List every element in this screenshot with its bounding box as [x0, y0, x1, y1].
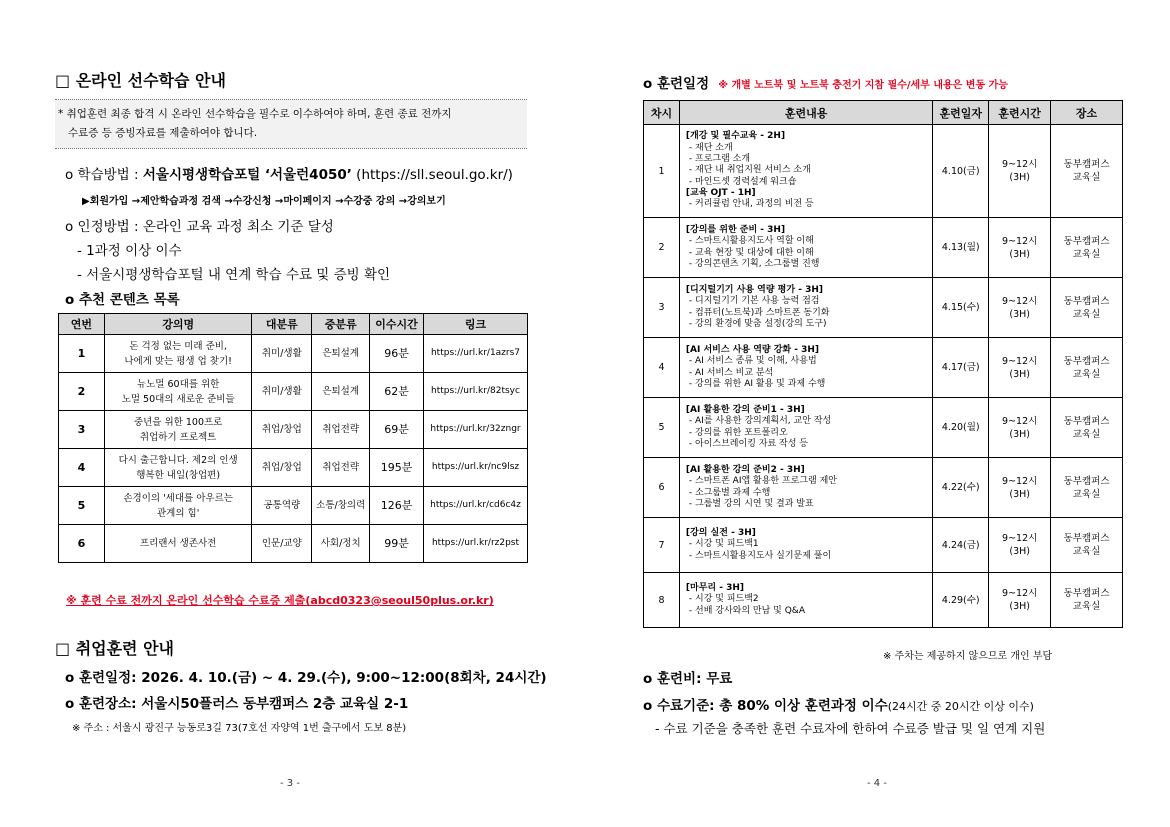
training-place: o 훈련장소: 서울시50플러스 동부캠퍼스 2층 교육실 2-1	[65, 696, 409, 712]
schedule-table-header	[644, 101, 1123, 125]
course-subcategory: 취업전략	[312, 411, 370, 449]
session-place-room: 교육실	[1072, 308, 1101, 320]
session-place-campus: 동부캠퍼스	[1063, 588, 1110, 599]
course-header-cell: 연번	[59, 314, 105, 335]
course-link[interactable]: https://url.kr/rz2pst	[424, 525, 528, 563]
session-place-campus: 동부캠퍼스	[1063, 159, 1110, 170]
learning-method-label: o 학습방법 :	[65, 167, 143, 183]
session-place-room: 교육실	[1072, 601, 1101, 612]
session-time	[989, 125, 1051, 218]
session-content	[679, 518, 932, 573]
session-number: 7	[644, 518, 680, 573]
schedule-row	[644, 338, 1123, 398]
course-number: 4	[59, 449, 105, 487]
portal-url[interactable]: (https://sll.seoul.go.kr/)	[351, 167, 513, 183]
schedule-table-body	[644, 125, 1123, 628]
course-header-cell: 링크	[424, 314, 528, 335]
notice-box	[55, 99, 527, 149]
certification-item-1: - 1과정 이상 이수	[77, 243, 182, 259]
schedule-title: o 훈련일정	[643, 76, 710, 92]
course-title-line-1: 뉴노멀 60대를 위한	[136, 378, 220, 390]
session-place	[1051, 398, 1123, 458]
session-place-room: 교육실	[1072, 488, 1101, 500]
course-category: 취업/창업	[252, 449, 312, 487]
schedule-row	[644, 278, 1123, 338]
course-title-line-2: 취업하기 프로젝트	[139, 431, 217, 443]
session-topic: [마무리 - 3H]	[685, 583, 745, 594]
course-title	[104, 411, 252, 449]
course-title-line-1: 중년을 위한 100프로	[133, 416, 223, 428]
schedule-header-cell: 훈련일자	[933, 101, 989, 125]
session-time-range: 9~12시	[1002, 235, 1038, 247]
session-place-campus: 동부캠퍼스	[1063, 355, 1110, 367]
session-place	[1051, 518, 1123, 573]
session-item: - 재단 내 취업지원 서비스 소개	[688, 165, 811, 176]
course-row	[59, 487, 528, 525]
course-number: 6	[59, 525, 105, 563]
course-subcategory: 소통/창의력	[312, 487, 370, 525]
course-link[interactable]: https://url.kr/1azrs7	[424, 335, 528, 373]
session-time	[989, 278, 1051, 338]
session-topic: [강의 실전 - 3H]	[685, 528, 756, 539]
session-date: 4.17(금)	[933, 338, 989, 398]
course-link[interactable]: https://url.kr/32zngr	[424, 411, 528, 449]
parking-note: ※ 주차는 제공하지 않으므로 개인 부담	[883, 651, 1053, 662]
session-content	[679, 338, 932, 398]
training-fee: o 훈련비: 무료	[643, 671, 733, 687]
schedule-header-cell: 차시	[644, 101, 680, 125]
session-item: - 스마트폰 AI앱 활용한 프로그램 제안	[688, 476, 838, 487]
completion-criteria	[643, 694, 1034, 714]
schedule-header-cell: 장소	[1051, 101, 1123, 125]
course-subcategory: 은퇴설계	[312, 373, 370, 411]
session-date: 4.13(월)	[933, 218, 989, 278]
schedule-row	[644, 398, 1123, 458]
session-item: - 소그룹별 과제 수행	[688, 487, 771, 498]
session-time	[989, 398, 1051, 458]
completion-criteria-note: - 수료 기준을 충족한 훈련 수료자에 한하여 수료증 발급 및 일 연계 지원	[655, 721, 1046, 736]
session-time-range: 9~12시	[1002, 355, 1038, 367]
session-time	[989, 518, 1051, 573]
course-title-line-2: 행복한 내일(창업편)	[136, 469, 221, 481]
session-item: - 컴퓨터(노트북)과 스마트폰 동기화	[688, 307, 830, 318]
schedule-table	[643, 100, 1123, 628]
course-table-body	[59, 335, 528, 563]
course-header-cell: 이수시간	[370, 314, 424, 335]
session-place	[1051, 338, 1123, 398]
session-topic: [개강 및 필수교육 - 2H]	[685, 131, 786, 142]
session-time-hours: (3H)	[1009, 172, 1030, 183]
schedule-title-note: ※ 개별 노트북 및 노트북 충전기 지참 필수/세부 내용은 변동 가능	[718, 80, 1008, 91]
course-number: 3	[59, 411, 105, 449]
session-item: - 프로그램 소개	[688, 154, 751, 165]
session-number: 4	[644, 338, 680, 398]
session-item: - 선배 강사와의 만남 및 Q&A	[688, 605, 805, 616]
course-link[interactable]: https://url.kr/82tsyc	[424, 373, 528, 411]
session-place-room: 교육실	[1072, 248, 1101, 260]
session-number: 3	[644, 278, 680, 338]
session-place-campus: 동부캠퍼스	[1063, 415, 1110, 427]
session-time-hours: (3H)	[1009, 546, 1030, 557]
course-title-line-2: 노멀 50대의 새로운 준비들	[121, 393, 235, 405]
session-place-campus: 동부캠퍼스	[1063, 235, 1110, 247]
session-date: 4.15(수)	[933, 278, 989, 338]
course-hours: 99분	[370, 525, 424, 563]
course-subcategory: 은퇴설계	[312, 335, 370, 373]
session-item: - AI를 사용한 강의계획서, 교안 작성	[688, 416, 832, 427]
course-header-cell: 대분류	[252, 314, 312, 335]
course-table-header	[59, 314, 528, 335]
training-address: ※ 주소 : 서울시 광진구 능동로3길 73(7호선 자양역 1번 출구에서 도보 8분)	[72, 723, 407, 734]
course-title-line-2: 나에게 맞는 평생 업 찾기!	[124, 355, 232, 367]
session-time-hours: (3H)	[1009, 428, 1030, 440]
notice-line-2: 수료증 등 증빙자료를 제출하여야 합니다.	[68, 127, 258, 139]
session-time-range: 9~12시	[1002, 475, 1038, 487]
learning-method	[65, 163, 513, 183]
session-time	[989, 338, 1051, 398]
session-time-hours: (3H)	[1009, 308, 1030, 320]
session-item: - AI 서비스 종류 및 이해, 사용법	[688, 356, 817, 367]
session-time-hours: (3H)	[1009, 368, 1030, 380]
session-date: 4.24(금)	[933, 518, 989, 573]
page-number: - 4 -	[867, 778, 887, 789]
session-item: - 디지털기기 기본 사용 능력 점검	[688, 296, 820, 307]
schedule-row	[644, 458, 1123, 518]
session-content	[679, 398, 932, 458]
session-time-range: 9~12시	[1002, 415, 1038, 427]
session-item: - 시강 및 피드백1	[688, 539, 759, 550]
course-title-line-1: 돈 걱정 없는 미래 준비,	[129, 340, 227, 352]
session-date: 4.10(금)	[933, 125, 989, 218]
schedule-row	[644, 218, 1123, 278]
session-date: 4.29(수)	[933, 573, 989, 628]
course-title-line-2: 관계의 힘'	[156, 507, 200, 519]
course-number: 2	[59, 373, 105, 411]
course-category: 취업/창업	[252, 411, 312, 449]
session-place-campus: 동부캠퍼스	[1063, 295, 1110, 307]
course-hours: 96분	[370, 335, 424, 373]
session-number: 1	[644, 125, 680, 218]
page-4	[585, 0, 1170, 827]
session-number: 5	[644, 398, 680, 458]
session-item: - 강의를 위한 포트폴리오	[688, 427, 788, 438]
session-place-room: 교육실	[1072, 172, 1101, 183]
course-title-line-1: 손경이의 '세대를 아우르는	[123, 492, 233, 504]
enrollment-steps: ▶회원가입 →제안학습과정 검색 →수강신청 →마이페이지 →수강중 강의 →강의보기	[82, 196, 446, 207]
session-place-room: 교육실	[1072, 368, 1101, 380]
course-row	[59, 335, 528, 373]
session-topic: [디지털기기 사용 역량 평가 - 3H]	[685, 284, 823, 295]
session-item: - 커리큘럼 안내, 과정의 비전 등	[688, 199, 814, 210]
learning-method-portal: 서울시평생학습포털 ‘서울런4050’	[142, 167, 352, 183]
training-schedule: o 훈련일정: 2026. 4. 10.(금) ~ 4. 29.(수), 9:00~12:00(8회차, 24시간)	[65, 670, 547, 686]
session-place-room: 교육실	[1072, 546, 1101, 557]
course-row	[59, 525, 528, 563]
session-place	[1051, 218, 1123, 278]
session-place	[1051, 278, 1123, 338]
session-time-hours: (3H)	[1009, 488, 1030, 500]
session-time-hours: (3H)	[1009, 601, 1030, 612]
course-title	[104, 373, 252, 411]
course-category: 공통역량	[252, 487, 312, 525]
heading-employment-training: □ 취업훈련 안내	[55, 639, 174, 658]
session-item: - 교육 현장 및 대상에 대한 이해	[688, 247, 814, 258]
session-time-hours: (3H)	[1009, 248, 1030, 260]
session-item: - 스마트시활용지도사 역할 이해	[688, 236, 814, 247]
session-content	[679, 573, 932, 628]
session-time-range: 9~12시	[1002, 159, 1038, 170]
session-item: - 마인드셋 경력설계 워크숍	[688, 176, 797, 187]
schedule-row	[644, 125, 1123, 218]
notice-line-1: * 취업훈련 최종 합격 시 온라인 선수학습을 필수로 이수하여야 하며, 훈련 종료 전까지	[58, 108, 452, 120]
course-title	[104, 525, 252, 563]
session-item: - 재단 소개	[688, 142, 733, 153]
course-subcategory: 취업전략	[312, 449, 370, 487]
course-row	[59, 411, 528, 449]
completion-criteria-detail: (24시간 중 20시간 이상 이수)	[887, 700, 1034, 713]
session-content	[679, 278, 932, 338]
session-date: 4.20(월)	[933, 398, 989, 458]
session-content	[679, 458, 932, 518]
session-place	[1051, 573, 1123, 628]
session-content	[679, 218, 932, 278]
schedule-header-cell: 훈련내용	[679, 101, 932, 125]
session-item: - 그룹별 강의 시연 및 결과 발표	[688, 498, 814, 509]
session-number: 6	[644, 458, 680, 518]
session-item: - 스마트시활용지도사 실기문제 풀이	[688, 550, 832, 561]
schedule-row	[644, 573, 1123, 628]
course-title	[104, 487, 252, 525]
submit-certificate-note: ※ 훈련 수료 전까지 온라인 선수학습 수료증 제출(abcd0323@seoul50plus.or.kr)	[66, 594, 494, 607]
session-place	[1051, 125, 1123, 218]
course-title	[104, 449, 252, 487]
session-time	[989, 458, 1051, 518]
course-number: 5	[59, 487, 105, 525]
session-topic: [강의를 위한 준비 - 3H]	[685, 224, 786, 235]
session-place-room: 교육실	[1072, 428, 1101, 440]
session-number: 2	[644, 218, 680, 278]
course-hours: 195분	[370, 449, 424, 487]
heading-online-prelearning: □ 온라인 선수학습 안내	[55, 71, 226, 90]
course-title-line-1: 다시 출근합니다. 제2의 인생	[118, 454, 238, 466]
session-place-campus: 동부캠퍼스	[1063, 533, 1110, 544]
page-number: - 3 -	[280, 778, 300, 789]
session-date: 4.22(수)	[933, 458, 989, 518]
session-time	[989, 218, 1051, 278]
session-item: - 강의를 위한 AI 활용 및 과제 수행	[688, 378, 826, 389]
schedule-title-row	[643, 72, 1008, 92]
session-place-campus: 동부캠퍼스	[1063, 475, 1110, 487]
session-item: - 강의콘텐츠 기획, 소그룹별 진행	[688, 258, 820, 269]
session-content	[679, 125, 932, 218]
session-time-range: 9~12시	[1002, 588, 1038, 599]
course-header-cell: 중분류	[312, 314, 370, 335]
course-link[interactable]: https://url.kr/cd6c4z	[424, 487, 528, 525]
session-topic: [교육 OJT - 1H]	[685, 187, 756, 198]
course-row	[59, 373, 528, 411]
course-category: 취미/생활	[252, 335, 312, 373]
course-title-line-1: 프리랜서 생존사전	[139, 538, 217, 549]
session-place	[1051, 458, 1123, 518]
session-topic: [AI 활용한 강의 준비2 - 3H]	[685, 464, 805, 475]
session-item: - 강의 환경에 맞춤 설정(강의 도구)	[688, 318, 827, 329]
schedule-header-cell: 훈련시간	[989, 101, 1051, 125]
session-number: 8	[644, 573, 680, 628]
session-time-range: 9~12시	[1002, 533, 1038, 544]
course-title	[104, 335, 252, 373]
course-category: 취미/생활	[252, 373, 312, 411]
course-category: 인문/교양	[252, 525, 312, 563]
recommended-content-heading: o 추천 콘텐츠 목록	[65, 292, 180, 308]
session-time-range: 9~12시	[1002, 295, 1038, 307]
course-number: 1	[59, 335, 105, 373]
course-row	[59, 449, 528, 487]
session-item: - 아이스브레이킹 자료 작성 등	[688, 438, 808, 449]
course-link[interactable]: https://url.kr/nc9lsz	[424, 449, 528, 487]
course-table	[58, 313, 528, 563]
session-item: - AI 서비스 비교 분석	[688, 367, 774, 378]
course-hours: 69분	[370, 411, 424, 449]
certification-method: o 인정방법 : 온라인 교육 과정 최소 기준 달성	[65, 219, 334, 235]
completion-criteria-main: o 수료기준: 총 80% 이상 훈련과정 이수	[643, 698, 888, 714]
certification-item-2: - 서울시평생학습포털 내 연계 학습 수료 및 증빙 확인	[77, 267, 391, 283]
course-subcategory: 사회/정치	[312, 525, 370, 563]
course-header-cell: 강의명	[104, 314, 252, 335]
course-hours: 62분	[370, 373, 424, 411]
session-time	[989, 573, 1051, 628]
schedule-row	[644, 518, 1123, 573]
session-topic: [AI 서비스 사용 역량 강화 - 3H]	[685, 344, 820, 355]
session-topic: [AI 활용한 강의 준비1 - 3H]	[685, 404, 805, 415]
course-hours: 126분	[370, 487, 424, 525]
session-item: - 시강 및 피드백2	[688, 594, 759, 605]
